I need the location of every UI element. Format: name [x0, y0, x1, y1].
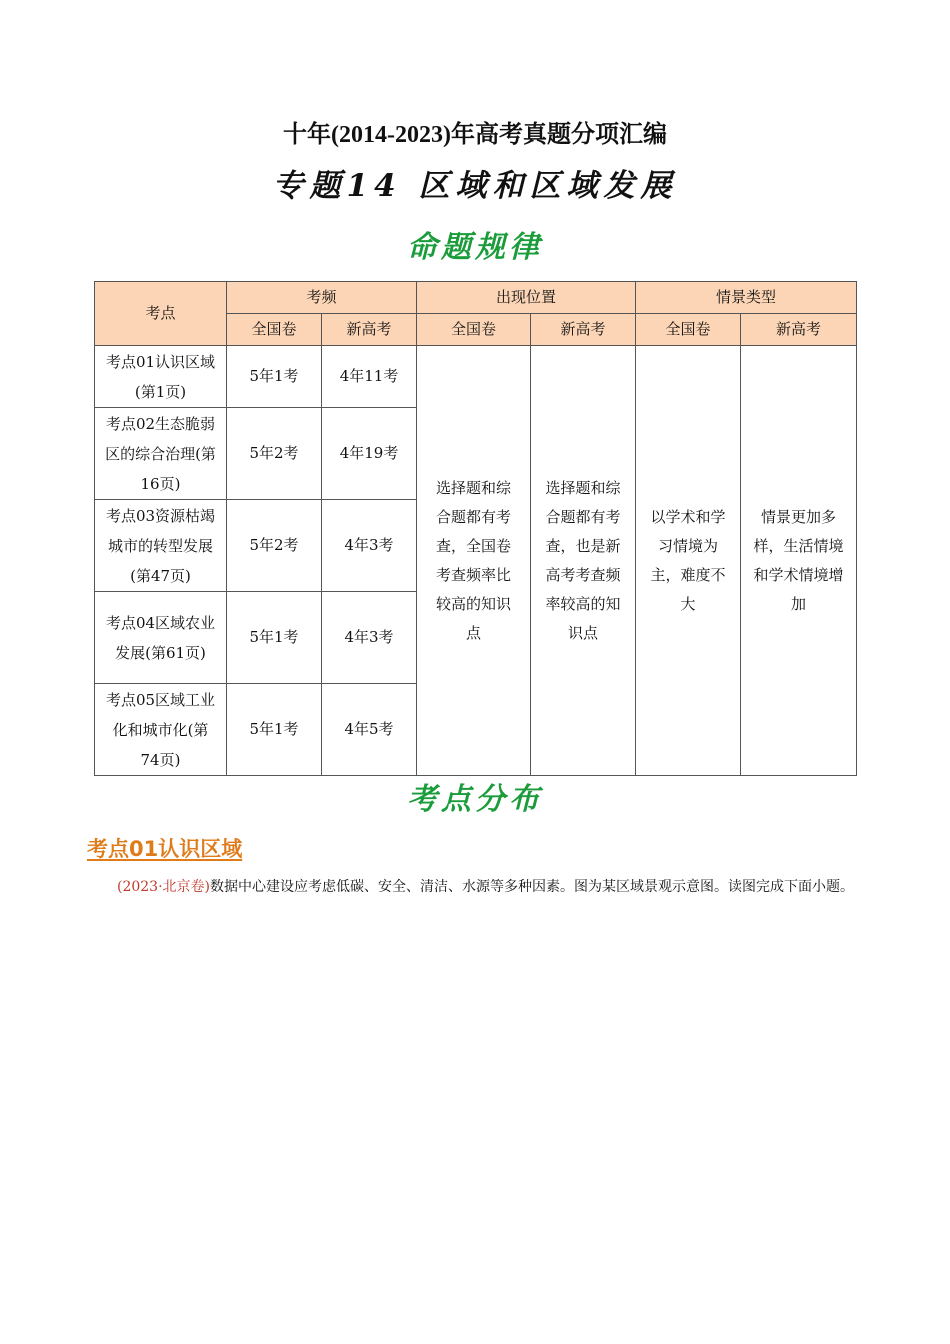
subheader-quanguo: 全国卷	[417, 314, 531, 346]
position-quanguo-cell: 选择题和综合题都有考查，全国卷考查频率比较高的知识点	[417, 346, 531, 776]
scene-quanguo-cell: 以学术和学习情境为主，难度不大	[636, 346, 741, 776]
header-qingjing: 情景类型	[636, 282, 857, 314]
subheader-xingaokao: 新高考	[322, 314, 417, 346]
kaodian-cell: 考点03资源枯竭城市的转型发展(第47页)	[95, 500, 227, 592]
freq-xingaokao-cell: 4年3考	[322, 500, 417, 592]
freq-quanguo-cell: 5年2考	[227, 500, 322, 592]
document-title: 十年(2014-2023)年高考真题分项汇编	[283, 122, 667, 148]
freq-xingaokao-cell: 4年19考	[322, 408, 417, 500]
kaodian-cell: 考点05区域工业化和城市化(第74页)	[95, 684, 227, 776]
kaodian-cell: 考点04区域农业发展(第61页)	[95, 592, 227, 684]
header-kaodian: 考点	[95, 282, 227, 346]
freq-quanguo-cell: 5年1考	[227, 684, 322, 776]
subheader-quanguo: 全国卷	[636, 314, 741, 346]
table-header-row	[95, 282, 857, 314]
kaodian-cell: 考点01认识区域(第1页)	[95, 346, 227, 408]
distribution-heading: 考点分布	[407, 782, 543, 817]
kaodian01-heading: 考点01认识区域	[87, 837, 243, 861]
question-paragraph	[87, 873, 857, 902]
header-chuxian: 出现位置	[417, 282, 636, 314]
subheader-quanguo: 全国卷	[227, 314, 322, 346]
freq-quanguo-cell: 5年1考	[227, 346, 322, 408]
freq-quanguo-cell: 5年2考	[227, 408, 322, 500]
subheader-xingaokao: 新高考	[531, 314, 636, 346]
header-kaopin: 考频	[227, 282, 417, 314]
kaodian-cell: 考点02生态脆弱区的综合治理(第16页)	[95, 408, 227, 500]
freq-xingaokao-cell: 4年3考	[322, 592, 417, 684]
freq-quanguo-cell: 5年1考	[227, 592, 322, 684]
question-source: (2023·北京卷)	[117, 879, 211, 895]
rules-heading: 命题规律	[407, 230, 543, 265]
freq-xingaokao-cell: 4年5考	[322, 684, 417, 776]
position-xingaokao-cell: 选择题和综合题都有考查，也是新高考考查频率较高的知识点	[531, 346, 636, 776]
question-text: 数据中心建设应考虑低碳、安全、清洁、水源等多种因素。图为某区域景观示意图。读图完成下面小题。	[210, 879, 855, 895]
subheader-xingaokao: 新高考	[741, 314, 857, 346]
table-row	[95, 346, 857, 408]
freq-xingaokao-cell: 4年11考	[322, 346, 417, 408]
scene-xingaokao-cell: 情景更加多样，生活情境和学术情境增加	[741, 346, 857, 776]
topic-title: 专题14 区域和区域发展	[272, 168, 678, 204]
summary-table	[94, 281, 857, 776]
